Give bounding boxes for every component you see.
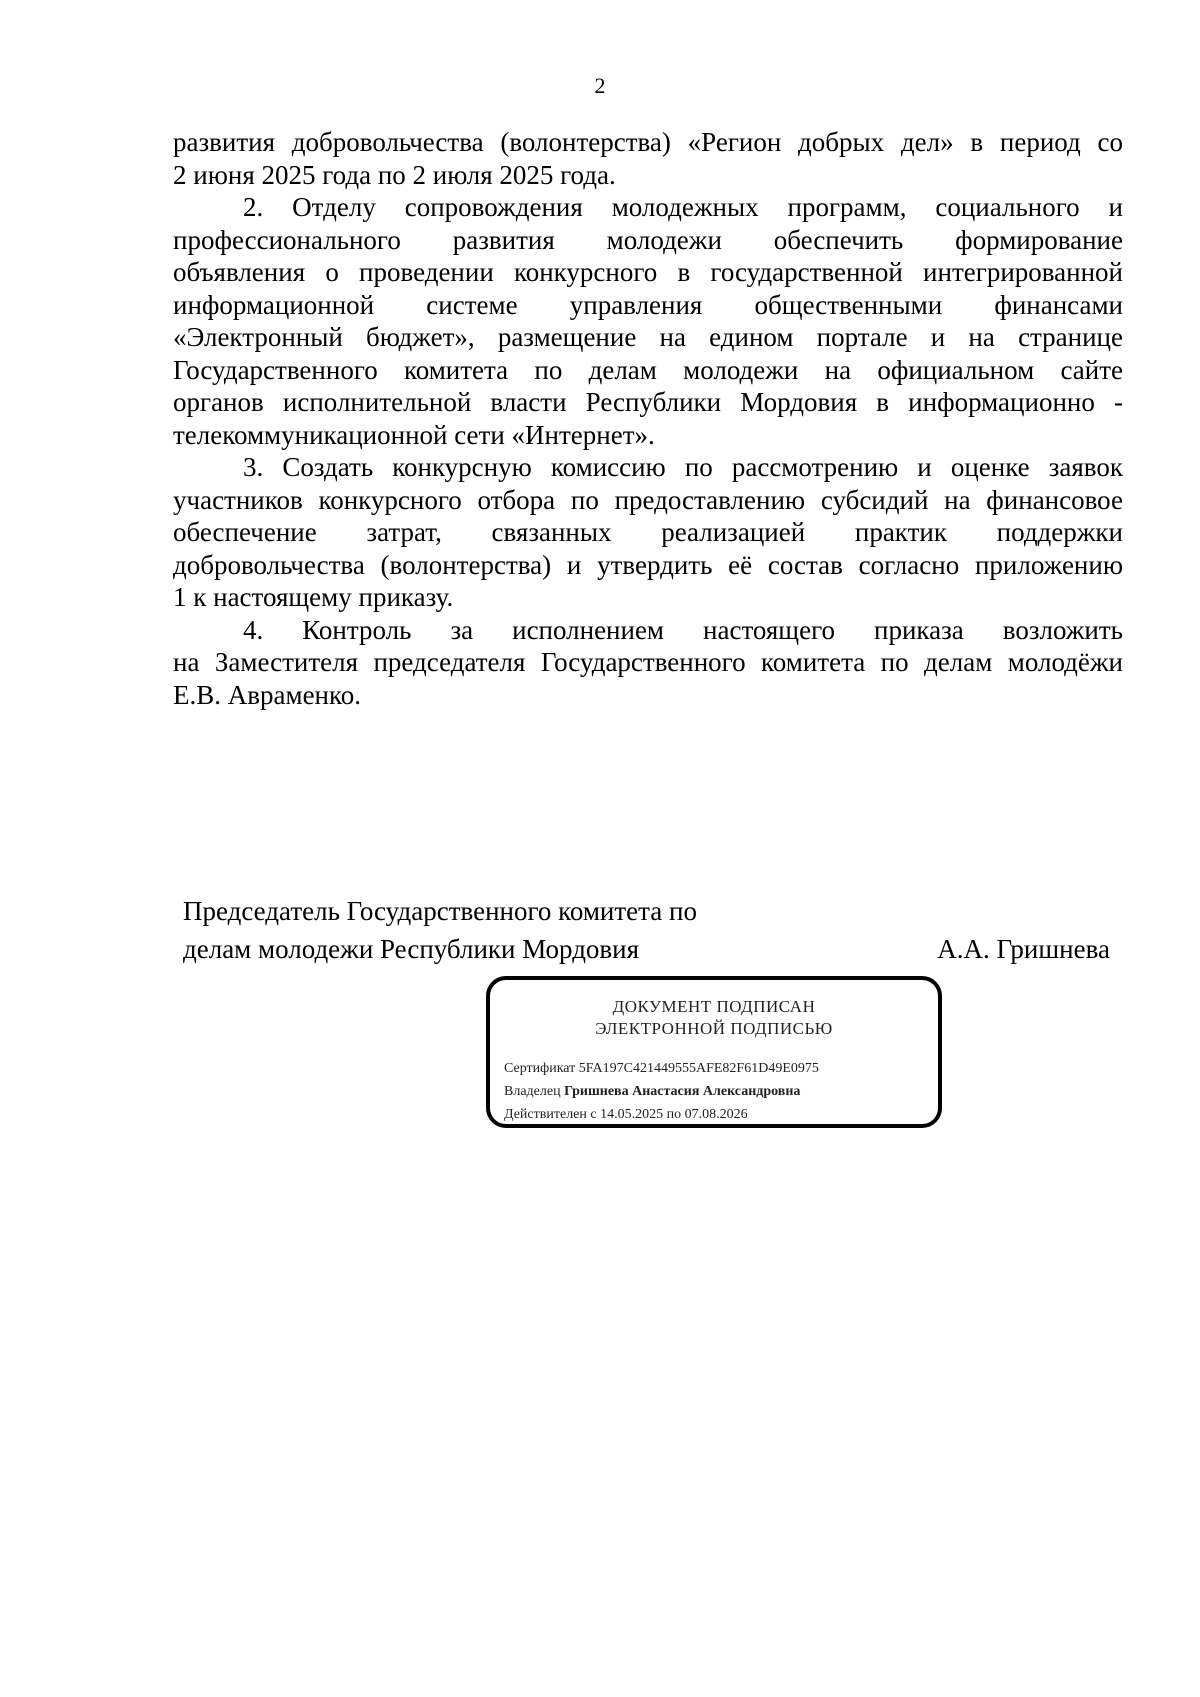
text-line: 1 к настоящему приказу. [173,582,454,612]
text-line: информационной системе управления общественными финансами [173,289,1123,320]
text-line: Государственного комитета по делам молодежи на официальном сайте [173,354,1123,385]
text-line: 3. Создать конкурсную комиссию по рассмотрению и оценке заявок [243,452,1123,482]
text-line: на Заместителя председателя Государственного комитета по делам молодёжи [173,647,1123,677]
certificate-value: 5FA197C421449555AFE82F61D49E0975 [578,1061,819,1076]
stamp-owner-row [504,1080,819,1103]
text-line: «Электронный бюджет», размещение на едином портале и на странице [173,322,1123,352]
text-line: 2 июня 2025 года по 2 июля 2025 года. [173,159,616,190]
paragraph-2 [173,191,1123,451]
document-body [173,126,1123,711]
text-line: органов исполнительной власти Республики Мордовия в информационно - [173,387,1123,417]
text-line: 4. Контроль за исполнением настоящего приказа возложить [243,614,1123,645]
stamp-certificate-row [504,1057,819,1080]
text-line: телекоммуникационной сети «Интернет». [173,419,655,450]
paragraph-4 [173,614,1123,712]
text-line: участников конкурсного отбора по предоставлению субсидий на финансовое [173,484,1123,515]
signer-position-line-2: делам молодежи Республики Мордовия [183,934,640,964]
signature-block [183,892,1118,968]
certificate-label: Сертификат [504,1061,576,1076]
text-line: обеспечение затрат, связанных реализацией практик поддержки [173,517,1123,547]
stamp-title-line-2: ЭЛЕКТРОННОЙ ПОДПИСЬЮ [595,1019,833,1038]
paragraph-1 [173,126,1123,191]
valid-to: 07.08.2026 [684,1107,748,1122]
page-number: 2 [594,73,606,98]
text-line: развития добровольчества (волонтерства) «Регион добрых дел» в период со [173,127,1123,157]
signer-name: А.А. Гришнева [937,934,1110,964]
text-line: профессионального развития молодежи обеспечить формирование [173,224,1123,255]
text-line: 2. Отделу сопровождения молодежных программ, социального и [243,192,1123,222]
valid-label: Действителен с [504,1107,597,1122]
valid-to-label: по [666,1107,682,1122]
stamp-details [504,1057,819,1126]
electronic-signature-stamp [486,976,942,1128]
owner-label: Владелец [504,1084,561,1099]
signer-position-line-1: Председатель Государственного комитета по [183,896,697,926]
valid-from: 14.05.2025 [600,1107,664,1122]
stamp-title-line-1: ДОКУМЕНТ ПОДПИСАН [612,997,816,1016]
text-line: добровольчества (волонтерства) и утвердить её состав согласно приложению [173,549,1123,580]
owner-value: Гришнева Анастасия Александровна [564,1084,801,1099]
text-line: объявления о проведении конкурсного в государственной интегрированной [173,257,1123,287]
paragraph-3 [173,451,1123,614]
text-line: Е.В. Авраменко. [173,679,361,710]
stamp-validity-row [504,1103,819,1126]
stamp-title [490,996,938,1040]
